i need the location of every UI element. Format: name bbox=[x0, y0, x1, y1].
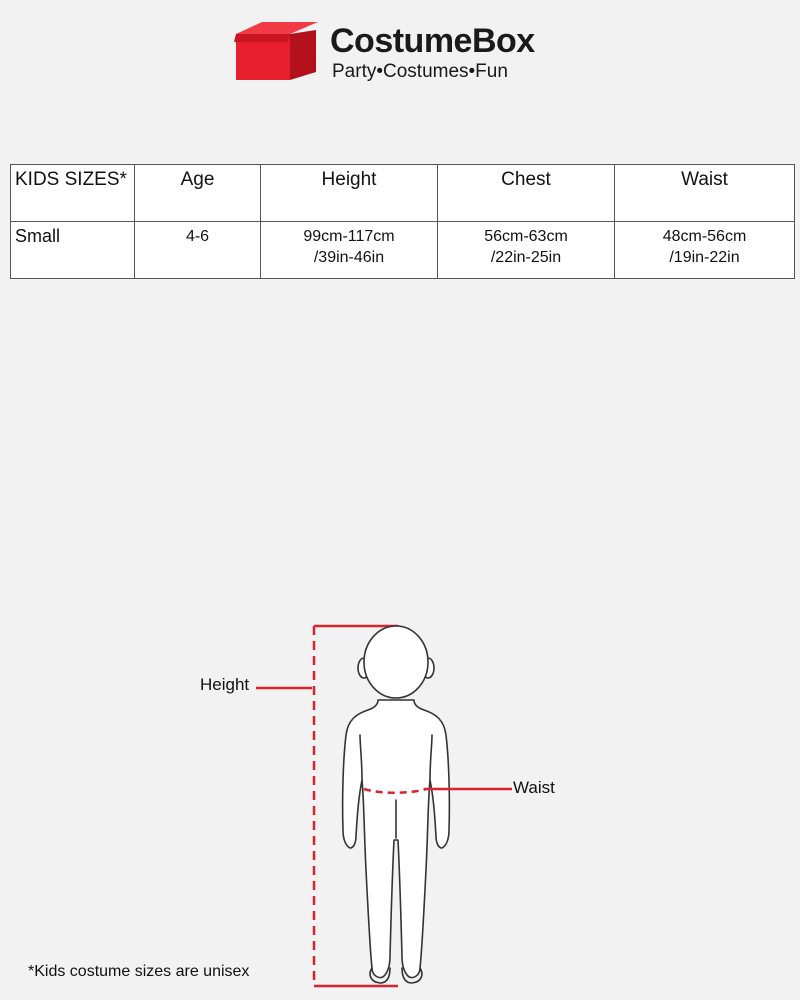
table-header-row bbox=[11, 165, 795, 222]
child-figure-icon bbox=[343, 626, 450, 983]
height-label: Height bbox=[200, 675, 250, 694]
size-chart-table bbox=[10, 164, 795, 279]
waist-cm: 48cm-56cm bbox=[662, 228, 747, 245]
chest-in: /22in-25in bbox=[490, 249, 562, 266]
table-row bbox=[11, 222, 795, 279]
brand-name: CostumeBox bbox=[330, 22, 535, 60]
header-kids-sizes: KIDS SIZES* bbox=[11, 165, 135, 222]
costume-box-icon bbox=[234, 20, 322, 82]
height-in: /39in-46in bbox=[313, 249, 385, 266]
cell-chest bbox=[438, 222, 615, 279]
brand-tagline: Party•Costumes•Fun bbox=[332, 61, 508, 82]
cell-size: Small bbox=[11, 222, 135, 279]
header-height: Height bbox=[261, 165, 438, 222]
waist-in: /19in-22in bbox=[669, 249, 740, 266]
cell-age: 4-6 bbox=[135, 222, 261, 279]
header-waist: Waist bbox=[615, 165, 795, 222]
cell-height bbox=[261, 222, 438, 279]
cell-waist bbox=[615, 222, 795, 279]
unisex-footnote: *Kids costume sizes are unisex bbox=[28, 963, 250, 980]
height-cm: 99cm-117cm bbox=[303, 228, 395, 245]
costumebox-logo bbox=[234, 20, 554, 84]
header-age: Age bbox=[135, 165, 261, 222]
waist-label: Waist bbox=[513, 778, 555, 797]
chest-cm: 56cm-63cm bbox=[484, 228, 568, 245]
header-chest: Chest bbox=[438, 165, 615, 222]
child-measurement-diagram bbox=[0, 600, 800, 1000]
